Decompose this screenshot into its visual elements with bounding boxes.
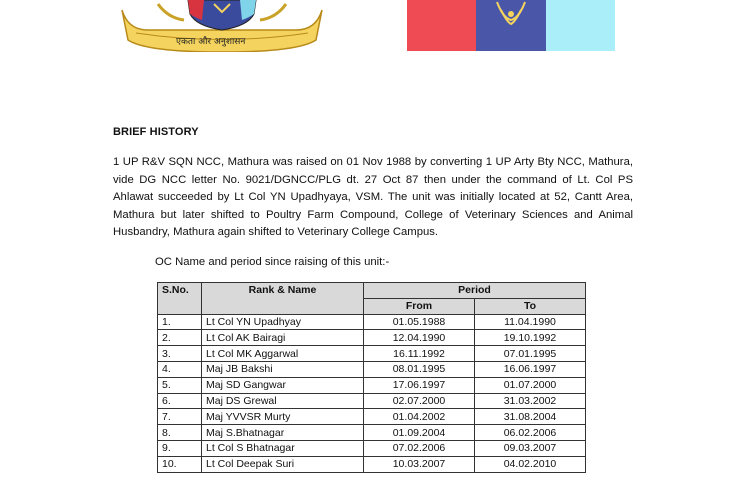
row-rank-name: Lt Col Deepak Suri bbox=[202, 456, 364, 472]
row-sno: 7. bbox=[158, 409, 202, 425]
row-to-date: 11.04.1990 bbox=[475, 314, 586, 330]
table-row bbox=[158, 346, 586, 362]
row-from-date: 01.05.1988 bbox=[364, 314, 475, 330]
row-to-date: 16.06.1997 bbox=[475, 361, 586, 377]
ncc-badge-icon bbox=[491, 0, 531, 30]
row-from-date: 02.07.2000 bbox=[364, 393, 475, 409]
row-to-date: 01.07.2000 bbox=[475, 377, 586, 393]
row-from-date: 17.06.1997 bbox=[364, 377, 475, 393]
row-to-date: 31.08.2004 bbox=[475, 409, 586, 425]
row-from-date: 10.03.2007 bbox=[364, 456, 475, 472]
brief-history-heading: BRIEF HISTORY bbox=[113, 126, 199, 138]
row-rank-name: Lt Col S Bhatnagar bbox=[202, 440, 364, 456]
table-row bbox=[158, 314, 586, 330]
row-rank-name: Lt Col MK Aggarwal bbox=[202, 346, 364, 362]
row-sno: 9. bbox=[158, 440, 202, 456]
row-to-date: 07.01.1995 bbox=[475, 346, 586, 362]
header-from: From bbox=[364, 298, 475, 314]
header-sno: S.No. bbox=[158, 283, 202, 315]
row-to-date: 31.03.2002 bbox=[475, 393, 586, 409]
row-to-date: 06.02.2006 bbox=[475, 425, 586, 441]
row-sno: 3. bbox=[158, 346, 202, 362]
row-to-date: 09.03.2007 bbox=[475, 440, 586, 456]
row-from-date: 16.11.1992 bbox=[364, 346, 475, 362]
oc-list-subheading: OC Name and period since raising of this unit:- bbox=[155, 256, 390, 268]
table-row bbox=[158, 330, 586, 346]
row-sno: 6. bbox=[158, 393, 202, 409]
table-row bbox=[158, 440, 586, 456]
row-rank-name: Maj SD Gangwar bbox=[202, 377, 364, 393]
header-to: To bbox=[475, 298, 586, 314]
row-from-date: 12.04.1990 bbox=[364, 330, 475, 346]
row-rank-name: Lt Col YN Upadhyay bbox=[202, 314, 364, 330]
flag-blue-band bbox=[476, 0, 545, 51]
row-rank-name: Maj S.Bhatnagar bbox=[202, 425, 364, 441]
table-row bbox=[158, 361, 586, 377]
flag-sky-band bbox=[546, 0, 615, 51]
table-row bbox=[158, 377, 586, 393]
row-sno: 2. bbox=[158, 330, 202, 346]
oc-table bbox=[157, 282, 586, 473]
oc-table-body bbox=[158, 314, 586, 472]
row-to-date: 19.10.1992 bbox=[475, 330, 586, 346]
row-sno: 4. bbox=[158, 361, 202, 377]
history-paragraph: 1 UP R&V SQN NCC, Mathura was raised on 01 Nov 1988 by converting 1 UP Arty Bty NCC, Mathura, vide DG NCC letter No. 9021/DGNCC/PLG dt. 27 Oct 87 then under the command of Lt. Col PS Ahlawat succeeded by Lt Col YN Upadhyaya, VSM. The unit was initially located at 52, Cantt Area, Mathura but later shifted to Poultry Farm Compound, College of Veterinary Sciences and Animal Husbandry, Mathura again shifted to Veterinary College Campus. bbox=[113, 156, 633, 238]
row-from-date: 01.09.2004 bbox=[364, 425, 475, 441]
row-rank-name: Maj DS Grewal bbox=[202, 393, 364, 409]
row-sno: 5. bbox=[158, 377, 202, 393]
emblem-motto: एकता और अनुशासन bbox=[176, 37, 246, 47]
ncc-emblem bbox=[118, 0, 326, 52]
row-from-date: 08.01.1995 bbox=[364, 361, 475, 377]
row-sno: 1. bbox=[158, 314, 202, 330]
row-rank-name: Maj JB Bakshi bbox=[202, 361, 364, 377]
table-row bbox=[158, 409, 586, 425]
ncc-flag bbox=[407, 0, 615, 51]
header-rank-name: Rank & Name bbox=[202, 283, 364, 315]
row-rank-name: Maj YVVSR Murty bbox=[202, 409, 364, 425]
table-row bbox=[158, 456, 586, 472]
row-from-date: 01.04.2002 bbox=[364, 409, 475, 425]
row-sno: 10. bbox=[158, 456, 202, 472]
row-from-date: 07.02.2006 bbox=[364, 440, 475, 456]
flag-red-band bbox=[407, 0, 476, 51]
table-row bbox=[158, 393, 586, 409]
header-period: Period bbox=[364, 283, 586, 299]
row-rank-name: Lt Col AK Bairagi bbox=[202, 330, 364, 346]
row-to-date: 04.02.2010 bbox=[475, 456, 586, 472]
table-row bbox=[158, 425, 586, 441]
row-sno: 8. bbox=[158, 425, 202, 441]
